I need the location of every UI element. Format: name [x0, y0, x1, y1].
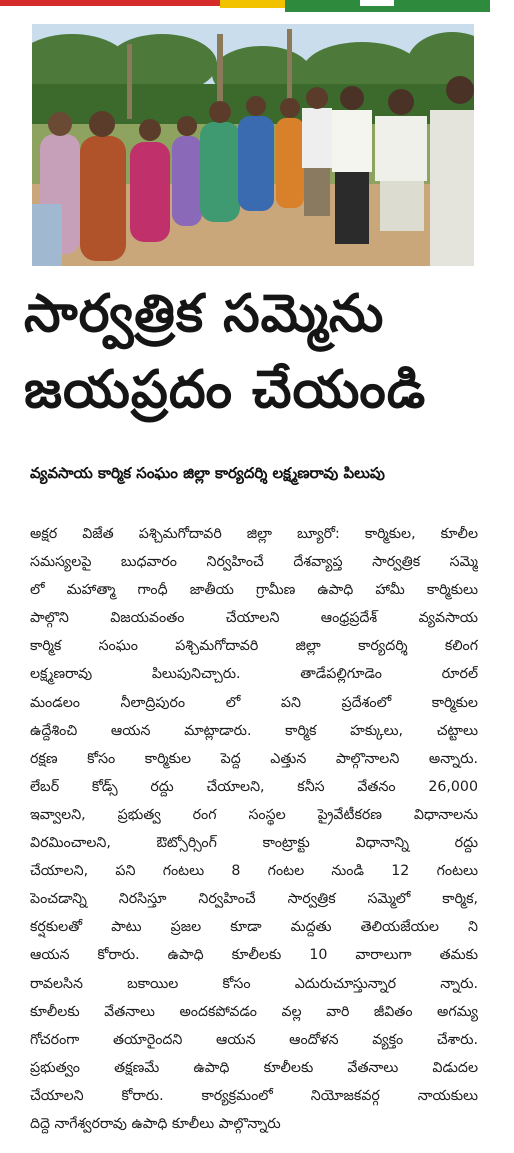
body-line: ప్రభుత్వం తక్షణమే ఉపాధి కూలీలకు వేతనాలు విడుదల	[30, 1059, 478, 1076]
body-line: కూలీలకు వేతనాలు అందకపోవడం వల్ల వారి జీవితం అగమ్య	[30, 1003, 478, 1020]
body-line: అక్షర విజేత పశ్చిమగోదావరి జిల్లా బ్యూరో: కార్మికుల, కూలీల	[30, 526, 478, 542]
body-line: చేయాలని, పని గంటలు 8 గంటల నుండి 12 గంటలు	[30, 863, 478, 880]
body-line: లక్ష్మణరావు పిలుపునిచ్చారు. తాడేపల్లిగూడెం రూరల్	[30, 666, 478, 683]
body-line: రావలసిన బకాయిల కోసం ఎదురుచూస్తున్నార న్నారు.	[30, 975, 478, 992]
masthead-yellow-bar	[220, 0, 285, 8]
headline-line-1: సార్వత్రిక సమ్మెను	[24, 284, 385, 344]
photo-illustration	[32, 24, 474, 266]
masthead-strip	[0, 0, 514, 12]
body-line: గోచరంగా తయారైందని ఆయన ఆందోళన వ్యక్తం చేశారు.	[30, 1031, 478, 1048]
body-line: రక్షణ కోసం కార్మికుల పెద్ద ఎత్తున పాల్గొనాలని అన్నారు.	[30, 750, 478, 767]
body-line: పాల్గొని విజయవంతం చేయాలని ఆంధ్రప్రదేశ్ వ్యవసాయ	[30, 610, 478, 627]
body-line: కార్మిక సంఘం పశ్చిమగోదావరి జిల్లా కార్యదర్శి కలింగ	[30, 638, 478, 655]
body-line: పెంచడాన్ని నిరసిస్తూ నిర్వహించే సార్వత్రిక సమ్మెలో కార్మిక,	[30, 891, 478, 908]
subheadline: వ్యవసాయ కార్మిక సంఘం జిల్లా కార్యదర్శి లక్ష్మణరావు పిలుపు	[30, 464, 385, 482]
body-line: ఉద్దేశించి ఆయన మాట్లాడారు. కార్మిక హక్కులు, చట్టాలు	[30, 722, 478, 739]
body-line: కర్షకులతో పాటు ప్రజల కూడా మద్దతు తెలియజేయల ని	[30, 919, 478, 936]
body-line: ఆయన కోరారు. ఉపాధి కూలీలకు 10 వారాలుగా తమకు	[30, 947, 478, 964]
body-line: లేబర్ కోడ్స్ రద్దు చేయాలని, కనీస వేతనం 26,000	[30, 778, 478, 795]
body-line: ఇవ్వాలని, ప్రభుత్వ రంగ సంస్థల ప్రైవేటీకరణ విధానాలను	[30, 806, 478, 823]
masthead-red-bar	[0, 0, 220, 6]
headline	[24, 276, 494, 428]
body-line: మండలం నీలాద్రిపురం లో పని ప్రదేశంలో కార్మికుల	[30, 694, 478, 711]
news-photo	[32, 24, 474, 266]
body-line: సమస్యలపై బుధవారం నిర్వహించే దేశవ్యాప్త సార్వత్రిక సమ్మె	[30, 554, 478, 571]
masthead-white-mark	[360, 0, 394, 6]
headline-line-2: జయప్రదం చేయండి	[24, 360, 427, 420]
article-body	[30, 520, 478, 1138]
body-line: విరమించాలని, ఔట్సోర్సింగ్ కాంట్రాక్టు విధానాన్ని రద్దు	[30, 835, 478, 852]
body-line: దిద్దె నాగేశ్వరరావు ఉపాధి కూలీలు పాల్గొన్నారు	[30, 1115, 281, 1132]
body-line: లో మహాత్మా గాంధీ జాతీయ గ్రామీణ ఉపాధి హామీ కార్మికులు	[30, 582, 478, 599]
body-line: చేయాలని కోరారు. కార్యక్రమంలో నియోజకవర్గ నాయకులు	[30, 1087, 478, 1104]
